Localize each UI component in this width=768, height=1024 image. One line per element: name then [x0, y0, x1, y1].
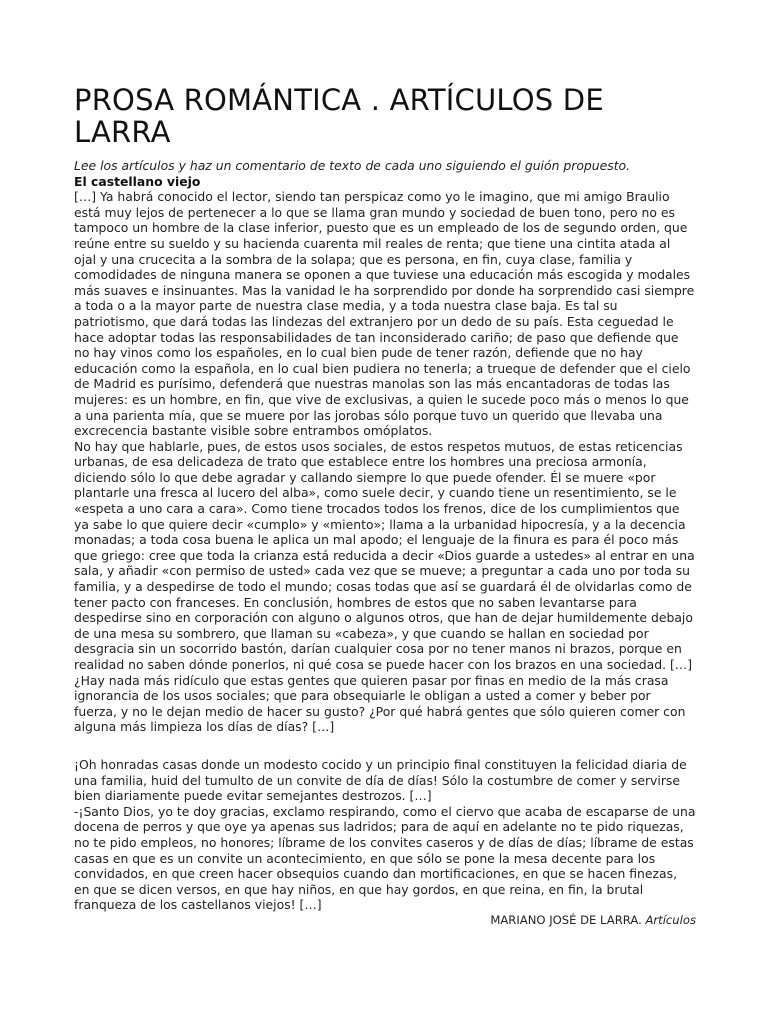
paragraph-1: […] Ya habrá conocido el lector, siendo tan perspicaz como yo le imagino, que mi amigo Braulio está muy lejos de pertenecer a lo que se llama gran mundo y sociedad de buen tono, pero no es tampoco un hombre de la clase inferior, puesto que es un empleado de los de segundo orden, que reúne entre su sueldo y su hacienda cuarenta mil reales de renta; que tiene una cintita atada al ojal y una crucecita a la sombra de la solapa; que es persona, en fin, cuya clase, familia y comodidades de ninguna manera se oponen a que tuviese una educación más escogida y modales más suaves e insinuantes. Mas la vanidad le ha sorprendido por donde ha sorprendido casi siempre a toda o a la mayor parte de nuestra clase media, y a toda nuestra clase baja. Es tal su patriotismo, que dará todas las lindezas del extranjero por un dedo de su país. Esta ceguedad le hace adoptar todas las responsabilidades de tan inconsiderado cariño; de paso que defiende que no hay vinos como los españoles, en lo cual bien pude de tener razón, defiende que no hay educación como la española, en lo cual bien pudiera no tenerla; a trueque de defender que el cielo de Madrid es purísimo, defenderá que nuestras manolas son las más encantadoras de todas las mujeres: es un hombre, en fin, que vive de exclusivas, a quien le sucede poco más o menos lo que a una parienta mía, que se muere por las jorobas sólo porque tuvo un querido que llevaba una excrecencia bastante visible sobre entrambos omóplatos. [74, 189, 695, 439]
signature [74, 913, 696, 929]
paragraph-4: ¡Oh honradas casas donde un modesto cocido y un principio final constituyen la felicidad diaria de una familia, huid del tumulto de un convite de día de días! Sólo la costumbre de comer y servirse bien diariamente puede evitar semejantes destrozos. […] [74, 756, 687, 804]
signature-work: Artículos [645, 912, 696, 927]
signature-author: MARIANO JOSÉ DE LARRA. [490, 912, 642, 927]
article-subtitle: El castellano viejo [74, 173, 201, 189]
document-page [74, 84, 696, 929]
instructions-text: Lee los artículos y haz un comentario de texto de cada uno siguiendo el guión propuesto. [74, 158, 631, 173]
paragraph-break [74, 735, 696, 757]
paragraph-5: -¡Santo Dios, yo te doy gracias, exclamo respirando, como el ciervo que acaba de escaparse de una docena de perros y que oye ya apenas sus ladridos; para de aquí en adelante no te pido riquezas, no te pido empleos, no honores; líbrame de los convites caseros y de días de días; líbrame de estas casas en que es un convite un acontecimiento, en que sólo se pone la mesa decente para los convidados, en que creen hacer obsequios cuando dan mortificaciones, en que se hacen finezas, en que se dicen versos, en que hay niños, en que hay gordos, en que reina, en fin, la brutal franqueza de los castellanos viejos! […] [74, 803, 696, 913]
paragraph-3: ¿Hay nada más ridículo que estas gentes que quieren pasar por finas en medio de la más crasa ignorancia de los usos sociales; que para obsequiarle le obligan a usted a comer y beber por fuerza, y no le dejan medio de hacer su gusto? ¿Por qué habrá gentes que sólo quieren comer con alguna más limpieza los días de días? […] [74, 672, 686, 735]
paragraph-2: No hay que hablarle, pues, de estos usos sociales, de estos respetos mutuos, de estas reticencias urbanas, de esa delicadeza de trato que establece entre los hombres una preciosa armonía, diciendo sólo lo que debe agradar y callando siempre lo que puede ofender. Él se muere «por plantarle una fresca al lucero del alba», como suele decir, y cuando tiene un resentimiento, se le «espeta a uno cara a cara». Como tiene trocados todos los frenos, dice de los cumplimientos que ya sabe lo que quiere decir «cumplo» y «miento»; llama a la urbanidad hipocresía, y a la decencia monadas; a toda cosa buena le aplica un mal apodo; el lenguaje de la finura es para él poco más que griego: cree que toda la crianza está reducida a decir «Dios guarde a ustedes» al entrar en una sala, y añadir «con permiso de usted» cada vez que se mueve; a preguntar a cada uno por toda su familia, y a despedirse de todo el mundo; cosas todas que así se guardará él de olvidarlas como de tener pacto con franceses. En conclusión, hombres de estos que no saben levantarse para despedirse sino en corporación con alguno o algunos otros, que han de dejar humildemente debajo de una mesa su sombrero, que llaman su «cabeza», y que cuando se hallan en sociedad por desgracia sin un socorrido bastón, darían cualquier cosa por no tener manos ni brazos, porque en realidad no saben dónde ponerlos, ni qué cosa se puede hacer con los brazos en una sociedad. […] [74, 438, 695, 672]
document-title: PROSA ROMÁNTICA . ARTÍCULOS DE LARRA [74, 83, 604, 149]
